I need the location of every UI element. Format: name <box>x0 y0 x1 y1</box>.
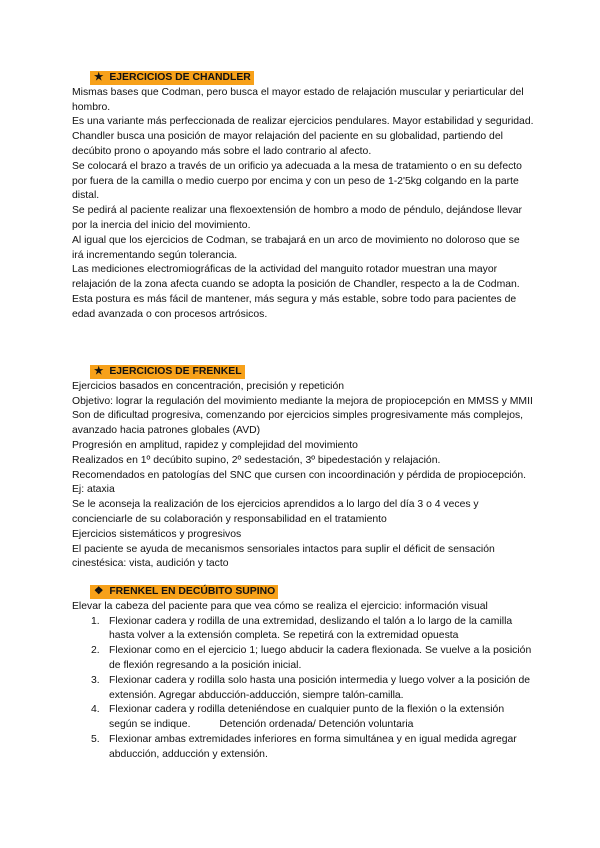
paragraph: Realizados en 1º decúbito supino, 2º sedestación, 3º bipedestación y relajación. <box>72 454 441 466</box>
list-number: 5. <box>91 733 100 745</box>
star-icon: ★ <box>94 72 104 83</box>
paragraph: Esta postura es más fácil de mantener, más segura y más estable, sobre todo para pacientes de edad avanzada o con procesos artrósicos. <box>72 293 517 320</box>
list-item-text: Flexionar ambas extremidades inferiores en forma simultánea y en igual medida agregar abducción, adducción y extensión. <box>109 733 517 760</box>
list-number: 4. <box>91 704 100 716</box>
heading-title: FRENKEL EN DECÚBITO SUPINO <box>109 586 276 597</box>
paragraph: Ejercicios basados en concentración, precisión y repetición <box>72 380 345 392</box>
star-icon: ★ <box>94 366 104 377</box>
list-item-text: Flexionar cadera y rodilla deteniéndose en cualquier punto de la flexión o la extensión según se indique. Detención ordenada/ Detención voluntaria <box>109 704 507 731</box>
paragraph: Objetivo: lograr la regulación del movimiento mediante la mejora de propiocepción en MMSS y MMII <box>72 395 533 407</box>
paragraph: Es una variante más perfeccionada de realizar ejercicios pendulares. Mayor estabilidad y seguridad. <box>72 116 534 128</box>
paragraph: Progresión en amplitud, rapidez y complejidad del movimiento <box>72 439 358 451</box>
paragraph: Recomendados en patologías del SNC que cursen con incoordinación y pérdida de propiocepción. Ej: ataxia <box>72 469 527 496</box>
list-item-text: Flexionar cadera y rodilla solo hasta una posición intermedia y luego volver a la posición de extensión. Agregar abducción-adducción, siempre talón-camilla. <box>109 674 531 701</box>
section-frenkel <box>72 365 534 572</box>
paragraph: Chandler busca una posición de mayor relajación del paciente en su globalidad, partiendo del decúbito prono o apoyando más sobre el lado contrario al afecto. <box>72 131 503 157</box>
list-item <box>72 733 534 763</box>
paragraph: Mismas bases que Codman, pero busca el mayor estado de relajación muscular y periarticular del hombro. <box>72 86 524 113</box>
diamond-bullet-icon: ❖ <box>94 586 104 597</box>
paragraph: Ejercicios sistemáticos y progresivos <box>72 528 242 540</box>
list-item <box>72 615 534 645</box>
list-item <box>72 644 534 674</box>
paragraph: Al igual que los ejercicios de Codman, se trabajará en un arco de movimiento no doloroso que se irá incrementando según tolerancia. <box>72 234 520 261</box>
list-item-text: Flexionar cadera y rodilla de una extremidad, deslizando el talón a lo largo de la camilla hasta volver a la extensión completa. Se repetirá con la extremidad opuesta <box>109 615 513 642</box>
paragraph: El paciente se ayuda de mecanismos sensoriales intactos para suplir el déficit de sensación cinestésica: vista, audición y tacto <box>72 543 495 570</box>
paragraph: Se colocará el brazo a través de un orificio ya adecuada a la mesa de tratamiento o en su defecto por fuera de la camilla o medio cuerpo por encima y con un peso de 1-2'5kg colgando en la parte distal. <box>72 160 522 202</box>
exercise-list <box>72 615 534 763</box>
paragraph: Las mediciones electromiográficas de la actividad del manguito rotador muestran una mayor relajación de la zona afecta cuando se adopta la posición de Chandler, respecto a la de Codman. <box>72 264 520 291</box>
list-item <box>72 674 534 704</box>
section-heading-supino <box>90 585 278 599</box>
heading-title: EJERCICIOS DE CHANDLER <box>109 72 251 83</box>
section-chandler <box>72 71 534 323</box>
list-number: 3. <box>91 674 100 686</box>
list-item-text: Flexionar como en el ejercicio 1; luego abducir la cadera flexionada. Se vuelve a la posición de flexión regresando a la posición inicial. <box>109 645 532 671</box>
section-frenkel-supino <box>72 585 534 763</box>
paragraph: Se pedirá al paciente realizar una flexoextensión de hombro a modo de péndulo, dejándose llevar por la inercia del inicio del movimiento. <box>72 205 522 231</box>
section-heading-frenkel <box>90 365 245 379</box>
list-number: 1. <box>91 615 100 627</box>
paragraph: Elevar la cabeza del paciente para que vea cómo se realiza el ejercicio: información visual <box>72 600 488 612</box>
paragraph: Son de dificultad progresiva, comenzando por ejercicios simples progresivamente más complejos, avanzado hacia patrones globales (AVD) <box>72 410 524 437</box>
list-number: 2. <box>91 645 100 657</box>
section-heading-chandler <box>90 71 254 85</box>
list-item <box>72 703 534 733</box>
heading-title: EJERCICIOS DE FRENKEL <box>109 366 242 377</box>
paragraph: Se le aconseja la realización de los ejercicios aprendidos a lo largo del día 3 o 4 veces y concienciarle de su colaboración y responsabilidad en el tratamiento <box>72 499 479 525</box>
